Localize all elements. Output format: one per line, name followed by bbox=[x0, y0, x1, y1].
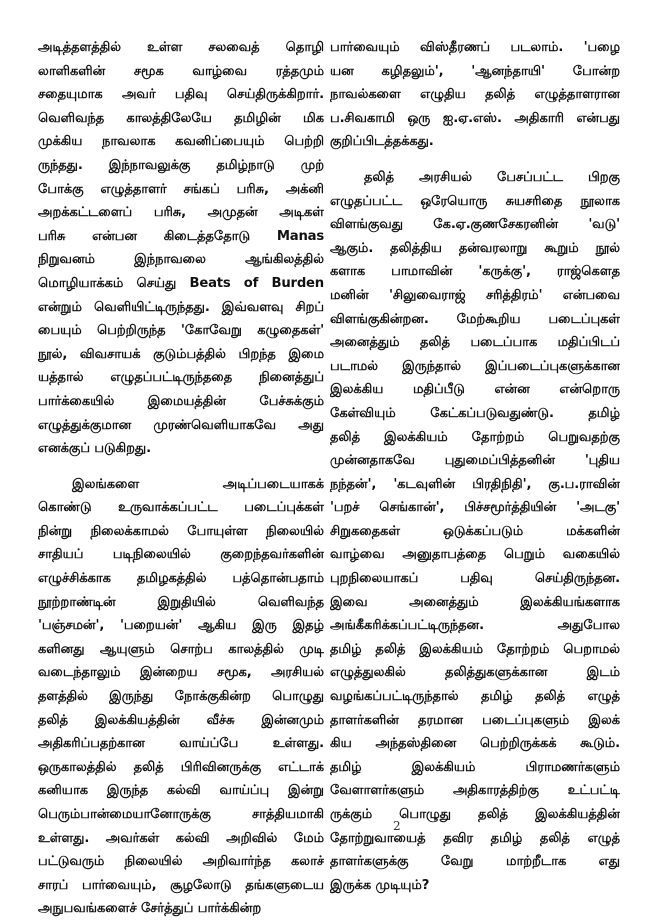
text-line: நூற்றாண்டின் இறுதியில் வெளிவந்த bbox=[38, 594, 324, 610]
text-line: அதிகரிப்பதற்கான வாய்ப்பே உள்ளது. bbox=[38, 736, 324, 752]
text-line: கனியாக இருந்த கல்வி வாய்ப்பு இன்று bbox=[38, 783, 324, 799]
text-line: மனின் 'சிலுவைராஜ் சரித்திரம்' என்பவை bbox=[330, 287, 620, 303]
text-line: தாளர்களின் தரமான படைப்புகளும் இலக் bbox=[330, 712, 620, 728]
text-line: களினது ஆயுளும் சொற்ப காலத்தில் முடி bbox=[38, 641, 324, 657]
text-line: பார்க்கையில் இமையத்தின் பேச்சுக்கும் bbox=[38, 393, 324, 409]
text-line: முக்கிய நாவலாக கவனிப்பையும் பெற்றி bbox=[38, 134, 324, 150]
text-line: விளங்குகின்றன. மேற்கூறிய படைப்புகள் bbox=[330, 311, 620, 327]
text-line: அனைத்தும் தலித் படைப்பாக மதிப்பிடப் bbox=[330, 335, 620, 351]
text-line: சதையுமாக அவர் பதிவு செய்திருக்கிறார். bbox=[38, 87, 324, 103]
text-line: இவை அனைத்தும் இலக்கியங்களாக bbox=[330, 594, 620, 610]
text-line: உள்ளது. அவர்கள் கல்வி அறிவில் மேம் bbox=[38, 830, 324, 846]
text-line: வாழ்வை அனுதாபத்தை பெறும் வகையில் bbox=[330, 547, 620, 563]
text-line: 'பறச் செங்கான்', பிச்சமூர்த்தியின் 'அடகு' bbox=[330, 500, 620, 516]
text-line: தமிழ் தலித் இலக்கியம் தோற்றம் பெறாமல் bbox=[330, 641, 620, 657]
text-line: எனக்குப் படுகிறது. bbox=[38, 441, 151, 457]
text-line: இலங்களை அடிப்படையாகக் bbox=[72, 476, 324, 492]
text-line: சிறுகதைகள் ஒடுக்கப்படும் மக்களின் bbox=[330, 523, 620, 539]
text-line: இருக்க முடியும்? bbox=[330, 877, 430, 893]
text-line: சாதியப் படிநிலையில் குறைந்தவர்களின் bbox=[38, 547, 324, 563]
text-line: ருக்கும் பொழுது தலித் இலக்கியத்தின் bbox=[330, 807, 620, 822]
text-line: எழுத்துலகில் தலித்துகளுக்கான இடம் bbox=[330, 665, 620, 681]
text-line: கேள்வியும் கேட்கப்படுவதுண்டு. தமிழ் bbox=[330, 405, 620, 421]
text-line: வேளாளர்களும் அதிகாரத்திற்கு உட்பட்டி bbox=[330, 783, 620, 799]
text-line: களாக பாமாவின் 'கருக்கு', ராஜ்கௌத bbox=[330, 264, 620, 280]
text-line: எழுத்துக்குமான முரண்வெளியாகவே அது bbox=[38, 417, 324, 433]
left-column bbox=[38, 36, 324, 921]
text-line: நூல், விவசாயக் குடும்பத்தில் பிறந்த இமை bbox=[38, 346, 324, 362]
text-line: பார்வையும் விஸ்தீரணப் படலாம். 'பழை bbox=[330, 40, 620, 55]
text-line: அறக்கட்டளைப் பரிசு, அமுதன் அடிகள் bbox=[38, 205, 324, 221]
text-line: ஒருகாலத்தில் தலித் பிரிவினருக்கு எட்டாக் bbox=[38, 759, 324, 775]
text-line: நாவல்களை எழுதிய தலித் எழுத்தாளரான bbox=[330, 87, 620, 103]
text-line: போக்கு எழுத்தாளர் சங்கப் பரிசு, அக்னி bbox=[38, 181, 324, 197]
text-line: தோற்றுவாயைத் தவிர தமிழ் தலித் எழுத் bbox=[330, 830, 620, 846]
text-line: பையும் பெற்றிருந்த 'கோவேறு கழுதைகள்' bbox=[38, 323, 324, 339]
text-line: 'பஞ்சமன்', 'பறையன்' ஆகிய இரு இதழ் bbox=[38, 618, 324, 634]
text-line: மொழியாக்கம் செய்து Beats of Burden bbox=[38, 275, 324, 291]
text-line: அடித்தளத்தில் உள்ள சலவைத் தொழி bbox=[38, 40, 324, 55]
text-line: கொண்டு உருவாக்கப்பட்ட படைப்புக்கள் bbox=[38, 500, 324, 516]
text-line: சாரப் பார்வையும், சூழலோடு தங்களுடைய bbox=[38, 877, 324, 893]
text-line: நந்தன்', 'கடவுளின் பிரதிநிதி', கு.ப.ராவின் bbox=[330, 476, 620, 492]
text-line: ஆகும். தலித்திய தன்வரலாறு கூறும் நூல் bbox=[330, 240, 620, 256]
text-line: பெரும்பான்மையானோருக்கு சாத்தியமாகி bbox=[38, 807, 324, 822]
text-line: புறநிலையாகப் பதிவு செய்திருந்தன. bbox=[330, 571, 620, 587]
text-line: தலித் இலக்கியம் தோற்றம் பெறுவதற்கு bbox=[330, 429, 620, 445]
text-line: பரிசு என்பன கிடைத்ததோடு Manas bbox=[38, 228, 324, 244]
text-line: ருந்தது. இந்நாவலுக்கு தமிழ்நாடு முற் bbox=[38, 157, 324, 173]
text-line: முன்னதாகவே புதுமைப்பித்தனின் 'புதிய bbox=[330, 453, 620, 469]
text-line: ப.சிவகாமி ஒரு ஐ.ஏ.எஸ். அதிகாரி என்பது bbox=[330, 110, 620, 126]
text-line: யத்தால் எழுதப்பட்டிருந்ததை நினைத்துப் bbox=[38, 370, 324, 386]
text-line: தலித் அரசியல் பேசப்பட்ட பிறகு bbox=[364, 169, 620, 185]
page-mark: 2 bbox=[393, 819, 401, 833]
text-line: நின்று நிலைக்காமல் போயுள்ள நிலையில் bbox=[38, 523, 324, 539]
text-line: யன கழிதலும்', 'ஆனந்தாயி' போன்ற bbox=[330, 63, 620, 79]
text-line: பட்டுவரும் நிலையில் அறிவார்ந்த கலாச் bbox=[38, 854, 324, 870]
paragraph bbox=[38, 473, 324, 921]
text-line: படாமல் இருந்தால் இப்படைப்புகளுக்கான bbox=[330, 358, 620, 374]
text-line: கிய அந்தஸ்தினை பெற்றிருக்கக் கூடும். bbox=[330, 736, 620, 752]
text-line: வடைந்தாலும் இன்றைய சமூக, அரசியல் bbox=[38, 665, 324, 681]
text-line: வழங்கப்பட்டிருந்தால் தமிழ் தலித் எழுத் bbox=[330, 689, 620, 705]
text-line: தாளர்களுக்கு வேறு மாற்றீடாக எது bbox=[330, 854, 620, 870]
text-line: தமிழ் இலக்கியம் பிராமணர்களும் bbox=[330, 759, 620, 775]
text-line: எழுதப்பட்ட ஒரேயொரு சுயசரிதை நூலாக bbox=[330, 193, 620, 209]
text-line: எழுச்சிக்காக தமிழகத்தில் பத்தொன்பதாம் bbox=[38, 571, 324, 587]
text-line: தளத்தில் இருந்து நோக்குகின்ற பொழுது bbox=[38, 689, 324, 705]
text-line: என்றும் வெளியிட்டிருந்தது. இவ்வளவு சிறப் bbox=[38, 299, 324, 315]
paragraph bbox=[330, 166, 620, 897]
text-line: தலித் இலக்கியத்தின் வீச்சு இன்னமும் bbox=[38, 712, 324, 728]
text-line: நிறுவனம் இந்நாவலை ஆங்கிலத்தில் bbox=[38, 252, 324, 268]
paragraph bbox=[38, 36, 324, 461]
text-line: வெளிவந்த காலத்திலேயே தமிழின் மிக bbox=[38, 110, 324, 126]
right-column bbox=[330, 36, 620, 897]
text-line: அநுபவங்களைச் சேர்த்துப் பார்க்கின்ற bbox=[38, 901, 262, 917]
text-line: விளங்குவது கே.ஏ.குணசேகரனின் 'வடு' bbox=[330, 217, 620, 233]
text-line: குறிப்பிடத்தக்கது. bbox=[330, 134, 434, 150]
text-line: அங்கீகரிக்கப்பட்டிருந்தன. அதுபோல bbox=[330, 618, 620, 634]
text-line: லாளிகளின் சமூக வாழ்வை ரத்தமும் bbox=[38, 63, 324, 79]
text-line: இலக்கிய மதிப்பீடு என்ன என்றொரு bbox=[330, 382, 620, 398]
paragraph bbox=[330, 36, 620, 154]
